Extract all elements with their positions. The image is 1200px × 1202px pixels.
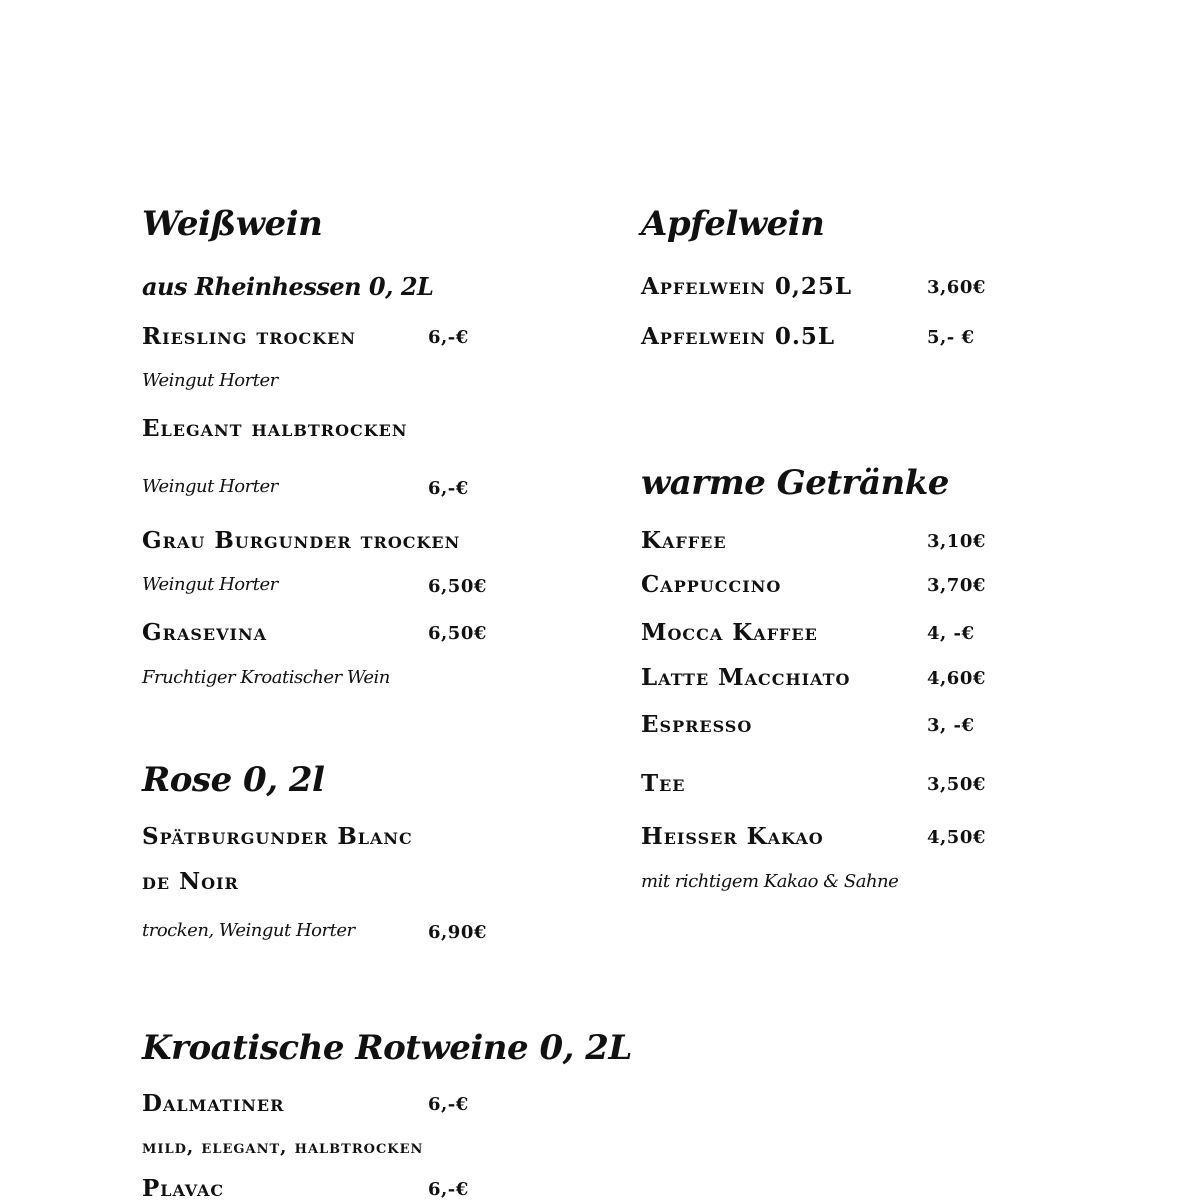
menu-item-price: 6,-€ xyxy=(428,327,469,348)
menu-item-name: Spätburgunder Blanc xyxy=(142,823,413,850)
menu-item-price: 6,-€ xyxy=(428,1179,469,1200)
menu-item-name: Tee xyxy=(641,770,686,797)
menu-item-price: 6,50€ xyxy=(428,623,487,644)
menu-item-price: 3,50€ xyxy=(927,774,986,795)
menu-item-name-continued: de Noir xyxy=(142,868,239,895)
menu-item-name: Heisser Kakao xyxy=(641,823,824,850)
menu-item-name: Grasevina xyxy=(142,619,268,646)
menu-item-description: mild, elegant, halbtrocken xyxy=(142,1137,424,1158)
menu-item-price: 4,60€ xyxy=(927,668,986,689)
menu-item-note: Weingut Horter xyxy=(142,476,278,497)
menu-item-name: Espresso xyxy=(641,711,753,738)
menu-item-name: Mocca Kaffee xyxy=(641,619,818,646)
warme-getraenke-heading: warme Getränke xyxy=(641,463,949,503)
menu-item-price: 6,90€ xyxy=(428,922,487,943)
menu-item-note: mit richtigem Kakao & Sahne xyxy=(641,871,899,892)
rotweine-heading: Kroatische Rotweine 0, 2L xyxy=(142,1028,632,1068)
menu-item-note: Weingut Horter xyxy=(142,574,278,595)
menu-item-price: 6,50€ xyxy=(428,576,487,597)
menu-item-name: Cappuccino xyxy=(641,571,782,598)
rose-heading: Rose 0, 2l xyxy=(142,760,325,800)
weisswein-subheading: aus Rheinhessen 0, 2L xyxy=(142,272,434,301)
menu-item-name: Latte Macchiato xyxy=(641,664,851,691)
menu-item-price: 5,- € xyxy=(927,327,975,348)
menu-item-price: 4,50€ xyxy=(927,827,986,848)
menu-item-price: 6,-€ xyxy=(428,1094,469,1115)
menu-item-note: Fruchtiger Kroatischer Wein xyxy=(142,667,390,688)
menu-item-name: Plavac xyxy=(142,1175,225,1202)
menu-item-name: Dalmatiner xyxy=(142,1090,285,1117)
menu-item-name: Apfelwein 0.5L xyxy=(641,323,836,350)
menu-item-price: 3, -€ xyxy=(927,715,975,736)
menu-item-note: trocken, Weingut Horter xyxy=(142,920,355,941)
menu-item-name: Elegant halbtrocken xyxy=(142,415,408,442)
menu-item-name: Apfelwein 0,25L xyxy=(641,273,853,300)
menu-item-note: Weingut Horter xyxy=(142,370,278,391)
menu-item-price: 6,-€ xyxy=(428,478,469,499)
menu-item-name: Riesling trocken xyxy=(142,323,356,350)
apfelwein-heading: Apfelwein xyxy=(641,204,825,244)
menu-item-price: 4, -€ xyxy=(927,623,975,644)
menu-item-name: Grau Burgunder trocken xyxy=(142,527,461,554)
menu-item-price: 3,70€ xyxy=(927,575,986,596)
menu-item-price: 3,10€ xyxy=(927,531,986,552)
menu-item-name: Kaffee xyxy=(641,527,727,554)
menu-item-price: 3,60€ xyxy=(927,277,986,298)
weisswein-heading: Weißwein xyxy=(142,204,323,244)
